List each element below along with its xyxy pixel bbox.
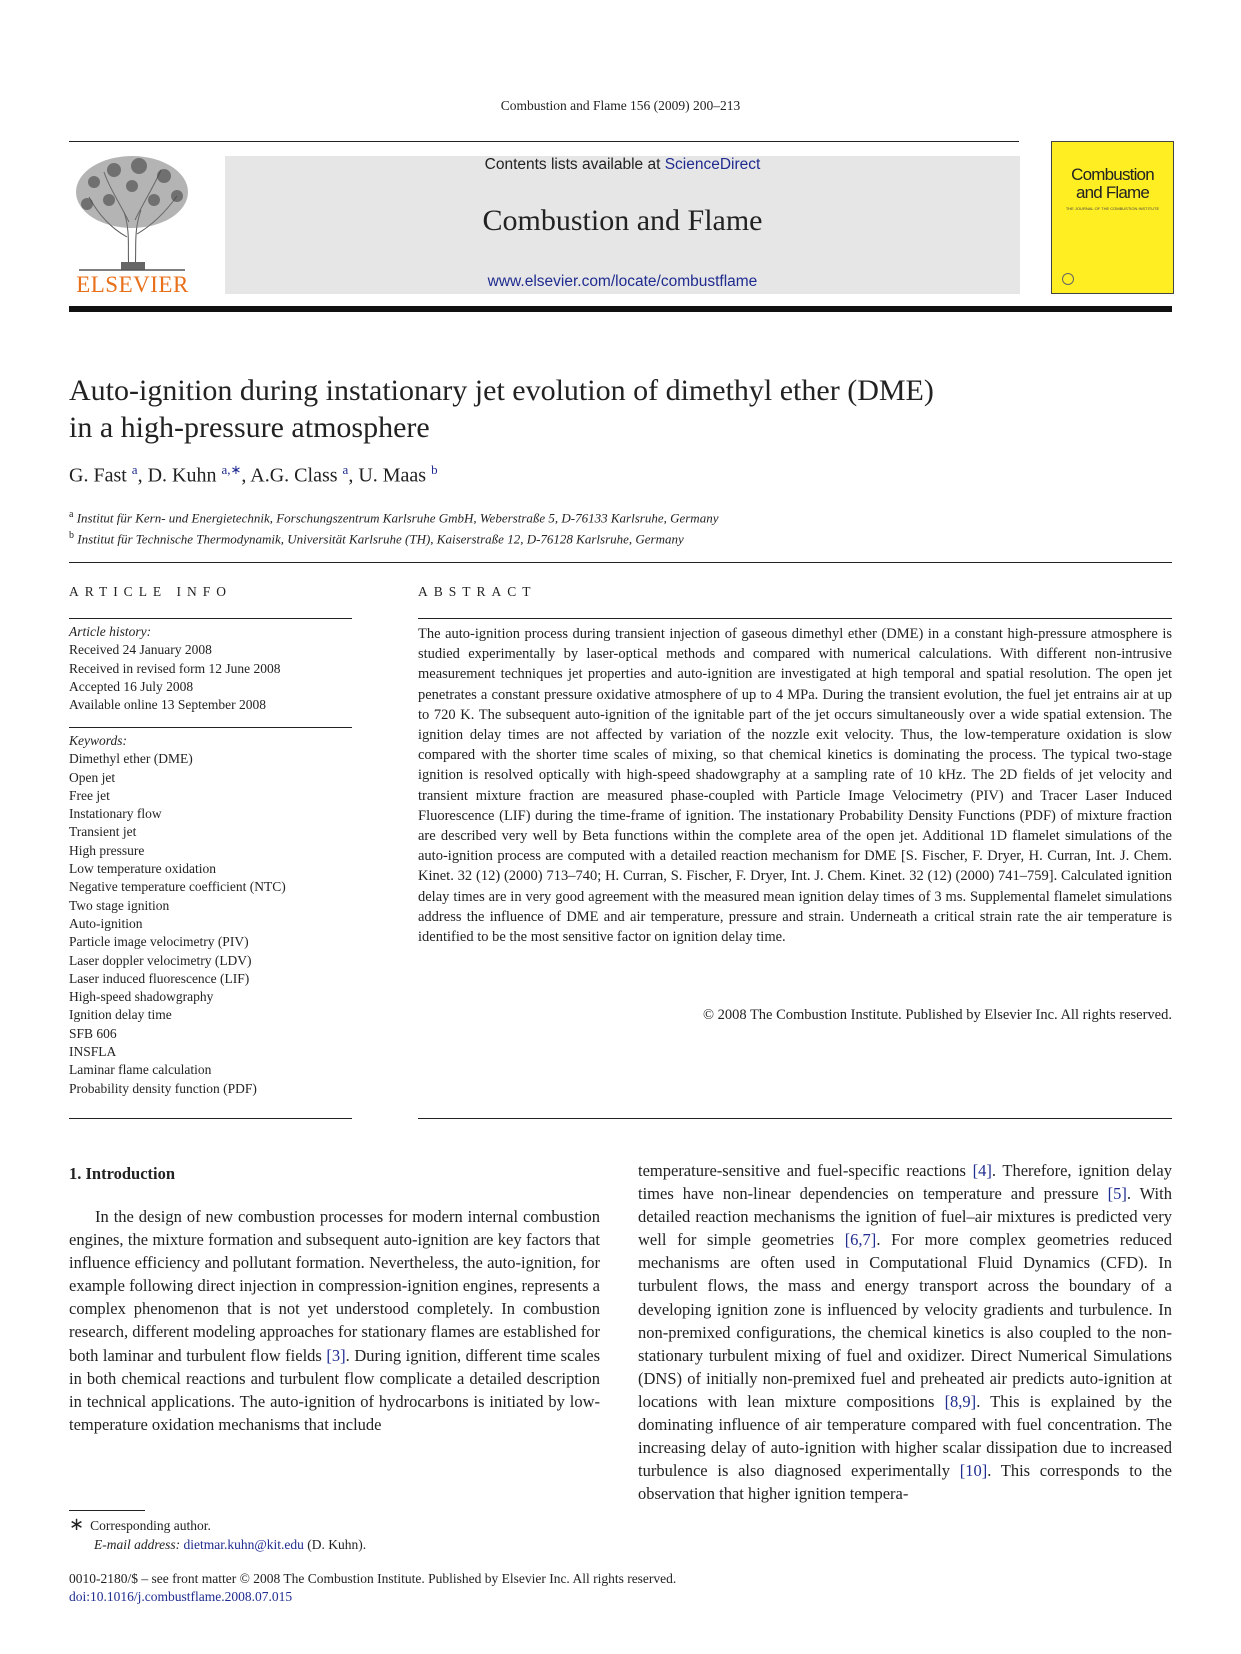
reference-link[interactable]: [10] <box>959 1461 988 1481</box>
abstract-copyright: © 2008 The Combustion Institute. Published by Elsevier Inc. All rights reserved. <box>702 1007 1172 1023</box>
reference-link[interactable]: [4] <box>972 1161 992 1180</box>
body-text: . This is explained by the dominating influence of air temperature compared with fuel concentration. The increasing delay of auto-ignition with higher scalar dissipation due to increased turbulence is also diagnosed experimentally <box>638 1391 1172 1481</box>
keyword-item: Two stage ignition <box>69 897 170 913</box>
keyword-item: Open jet <box>69 769 116 785</box>
keyword-item: Auto-ignition <box>69 915 143 931</box>
author-affiliation-marker[interactable]: a,∗ <box>221 462 242 477</box>
keyword-item: Ignition delay time <box>69 1007 172 1023</box>
keyword-item: Dimethyl ether (DME) <box>69 751 193 767</box>
reference-link[interactable]: [5] <box>1107 1184 1127 1204</box>
bottom-meta <box>69 1570 676 1606</box>
title-line-2: in a high-pressure atmosphere <box>69 411 430 444</box>
keyword-item: Negative temperature coefficient (NTC) <box>69 879 286 895</box>
reference-link[interactable]: [3] <box>326 1345 346 1365</box>
affiliation-item <box>69 506 718 527</box>
article-info-rule <box>69 727 352 728</box>
keyword-item: Transient jet <box>69 824 137 840</box>
history-item: Available online 13 September 2008 <box>69 697 266 713</box>
email-suffix: (D. Kuhn). <box>307 1537 367 1552</box>
article-info-rule <box>69 1118 352 1119</box>
contents-availability <box>225 156 1020 174</box>
doi-link[interactable]: doi:10.1016/j.combustflame.2008.07.015 <box>69 1589 293 1604</box>
footnote-rule <box>69 1510 145 1511</box>
reference-link[interactable]: [6,7] <box>844 1230 877 1250</box>
email-link[interactable]: dietmar.kuhn@kit.edu <box>183 1537 304 1552</box>
keyword-item: INSFLA <box>69 1044 117 1060</box>
affiliation-text: Institut für Technische Thermodynamik, Universität Karlsruhe (TH), Kaiserstraße 12, D-76128 Karlsruhe, Germany <box>77 531 684 547</box>
abstract-heading: ABSTRACT <box>418 584 537 599</box>
abstract-rule <box>418 618 1172 619</box>
journal-url-link[interactable]: www.elsevier.com/locate/combustflame <box>487 273 758 290</box>
elsevier-logo[interactable] <box>69 152 196 297</box>
author-name: G. Fast <box>69 464 127 487</box>
header-rule <box>69 141 1019 142</box>
keyword-item: Instationary flow <box>69 806 162 822</box>
keyword-item: SFB 606 <box>69 1025 117 1041</box>
body-text: . During ignition, different time scales in both chemical reactions and turbulent flow complicate a detailed description in technical applications. The auto-ignition of hydrocarbons is initiated by low-temperature oxidation mechanisms that include <box>69 1345 600 1434</box>
abstract-text: The auto-ignition process during transient injection of gaseous dimethyl ether (DME) in a constant high-pressure atmosphere is studied experimentally by laser-optical methods and compared with numerical calculations. With different non-intrusive measurement techniques jet properties and auto-ignition are investigated at high temporal and spatial resolution. The open jet penetrates a constant pressure oxidative atmosphere of up to 4 MPa. During the transient evolution, the fuel jet entrains air at up to 720 K. The subsequent auto-ignition of the ignitable part of the jet occurs simultaneously over a wide spatial extension. The ignition delay times are not affected by variation of the nozzle exit velocity. Thus, the low-temperature oxidation is slow compared with the shorter time scales of mixing, so that chemical kinetics is dominating the process. The typical two-stage ignition is resolved optically with high-speed shadowgraphy at a sampling rate of 10 kHz. The 2D fields of jet velocity and transient mixture fraction are measured phase-coupled with Particle Image Velocimetry (PIV) and Tracer Laser Induced Fluorescence (LIF) during the time-frame of ignition. The instationary Probability Density Functions (PDF) of mixture fraction are described very well by Beta functions within the complete area of the open jet. Additional 1D flamelet simulations of the auto-ignition process are computed with a detailed reaction mechanism for DME [S. Fischer, F. Dryer, H. Curran, Int. J. Chem. Kinet. 32 (12) (2000) 713–740; H. Curran, S. Fischer, F. Dryer, Int. J. Chem. Kinet. 32 (12) (2000) 741–759]. Calculated ignition delay times are in very good agreement with the measured mean ignition delay times of 3 ms. Supplemental flamelet simulations address the influence of DME and air temperature, pressure and strain. Underneath a critical strain rate the air temperature is identified to be the most sensitive factor on ignition delay time. <box>418 626 1172 946</box>
keyword-item: Free jet <box>69 787 110 803</box>
body-text: temperature-sensitive and fuel-specific reactions <box>638 1161 973 1180</box>
body-text: . Therefore, ignition delay times have non-linear dependencies on temperature and pressure <box>638 1161 1172 1204</box>
body-text: In the design of new combustion processes for modern internal combustion engines, the mixture formation and subsequent auto-ignition are key factors that influence efficiency and pollutant formation. Nevertheless, the auto-ignition, for example following direct injection in compression-ignition engines, represents a complex phenomenon that is not yet understood completely. In combustion research, different modeling approaches for stationary flames are established for both laminar and turbulent flow fields <box>69 1207 600 1365</box>
body-text: . With detailed reaction mechanisms the ignition of fuel–air mixtures is predicted very well for simple geometries <box>638 1184 1172 1250</box>
body-text: . For more complex geometries reduced mechanisms are often used in Computational Fluid Dynamics (CFD). In turbulent flows, the mass and energy transport across the boundary of a developing ignition zone is influenced by velocity gradients and turbulence. In non-premixed configurations, the chemical kinetics is also coupled to the non-stationary turbulent mixing of fuel and oxidizer. Direct Numerical Simulations (DNS) of initially non-premixed fuel and preheated air predicts auto-ignition at locations with lean mixture compositions <box>638 1230 1172 1411</box>
keyword-item: Laser induced fluorescence (LIF) <box>69 970 250 986</box>
header-thick-rule <box>69 306 1172 312</box>
reference-link[interactable]: [8,9] <box>944 1391 977 1411</box>
affiliation-marker: b <box>69 530 74 542</box>
keyword-item: Probability density function (PDF) <box>69 1080 257 1096</box>
affiliation-text: Institut für Kern- und Energietechnik, Forschungszentrum Karlsruhe GmbH, Weberstraße 5, D-76133 Karlsruhe, Germany <box>76 510 719 526</box>
keywords-label: Keywords: <box>69 733 127 748</box>
keyword-item: Low temperature oxidation <box>69 861 216 877</box>
footnote-text: Corresponding author. <box>90 1518 211 1533</box>
article-info-rule <box>69 618 352 619</box>
author-affiliation-marker[interactable]: a <box>342 462 349 477</box>
journal-name: Combustion and Flame <box>482 204 763 237</box>
history-item: Received 24 January 2008 <box>69 642 212 658</box>
history-item: Received in revised form 12 June 2008 <box>69 660 281 676</box>
section-heading-introduction: 1. Introduction <box>69 1164 176 1183</box>
cover-seal-icon <box>1062 273 1074 285</box>
author-affiliation-marker[interactable]: b <box>431 462 438 477</box>
affiliation-marker: a <box>69 509 74 520</box>
author-list: G. Fast $^a$, D. Kuhn $^{a,∗}$, A.G. Class $^a$, U. Maas $^b$ <box>69 462 438 487</box>
author-name: A.G. Class <box>250 464 338 487</box>
keyword-item: High-speed shadowgraphy <box>69 989 214 1005</box>
author-name: U. Maas <box>358 464 427 487</box>
article-history <box>69 623 352 714</box>
history-label: Article history: <box>69 624 152 639</box>
sciencedirect-link[interactable]: ScienceDirect <box>664 156 761 173</box>
keyword-item: Particle image velocimetry (PIV) <box>69 934 249 950</box>
body-column-left <box>69 1205 600 1436</box>
body-column-right <box>638 1159 1172 1505</box>
body-text: . This corresponds to the observation that higher ignition tempera- <box>638 1461 1172 1504</box>
corresponding-author-footnote <box>69 1515 366 1554</box>
section-rule <box>69 562 1172 563</box>
affiliations <box>69 506 718 549</box>
elsevier-wordmark: ELSEVIER <box>76 272 189 297</box>
author-name: D. Kuhn <box>147 464 217 487</box>
cover-subtitle: THE JOURNAL OF THE COMBUSTION INSTITUTE <box>1065 206 1160 211</box>
keywords-list <box>69 732 352 1098</box>
history-item: Accepted 16 July 2008 <box>69 678 194 694</box>
article-title <box>69 372 1099 446</box>
contents-prefix: Contents lists available at <box>484 156 665 173</box>
journal-citation: Combustion and Flame 156 (2009) 200–213 <box>500 98 741 113</box>
author-affiliation-marker[interactable]: a <box>131 462 138 477</box>
issn-line: 0010-2180/$ – see front matter © 2008 The Combustion Institute. Published by Elsevier Inc. All rights reserved. <box>69 1571 677 1586</box>
cover-title-line2: and Flame <box>1075 183 1150 202</box>
affiliation-item <box>69 527 718 548</box>
abstract-rule <box>418 1118 1172 1119</box>
keyword-item: High pressure <box>69 842 145 858</box>
keyword-item: Laser doppler velocimetry (LDV) <box>69 952 252 968</box>
footnote-marker: ∗ <box>69 1514 85 1534</box>
keyword-item: Laminar flame calculation <box>69 1062 212 1078</box>
cover-title-line1: Combustion <box>1071 165 1154 184</box>
article-info-heading: ARTICLE INFO <box>69 584 233 599</box>
email-label: E-mail address: <box>94 1537 181 1552</box>
journal-banner <box>225 156 1020 294</box>
title-line-1: Auto-ignition during instationary jet evolution of dimethyl ether (DME) <box>69 374 934 407</box>
journal-cover-thumbnail[interactable] <box>1051 141 1174 294</box>
